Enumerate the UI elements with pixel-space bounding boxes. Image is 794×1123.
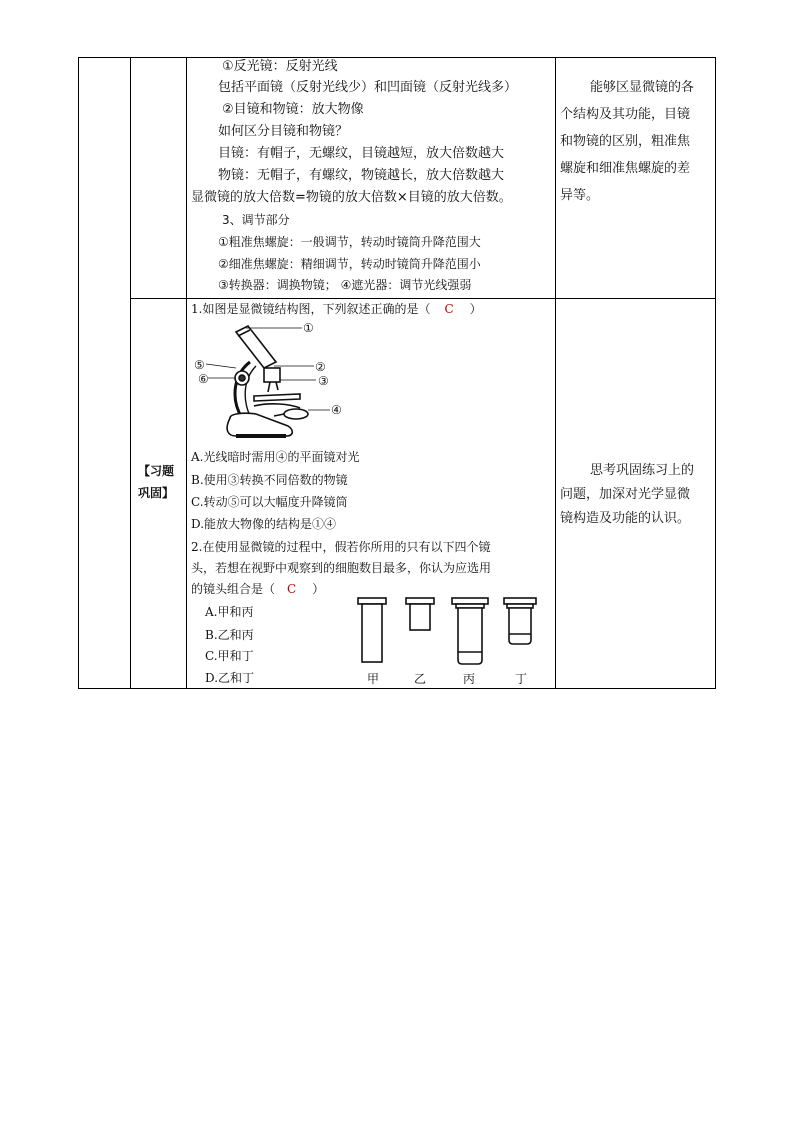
question-stem: 的镜头组合是（ C ） bbox=[191, 582, 325, 596]
figure-label: ④ bbox=[331, 403, 342, 417]
note-line: 问题，加深对光学显微 bbox=[560, 487, 691, 502]
option: C.转动⑤可以大幅度升降镜筒 bbox=[191, 495, 348, 509]
note-line: 异等。 bbox=[560, 188, 600, 203]
question-stem: 头，若想在视野中观察到的细胞数目最多，你认为应选用 bbox=[191, 561, 492, 575]
lens-label: 丙 bbox=[463, 672, 476, 686]
lens-bing bbox=[452, 598, 488, 664]
text-line: 3、调节部分 bbox=[222, 213, 290, 227]
lens-label: 甲 bbox=[367, 672, 380, 686]
lens-yi bbox=[406, 598, 434, 630]
option: A.光线暗时需用④的平面镜对光 bbox=[191, 450, 360, 464]
text-line: 显微镜的放大倍数=物镜的放大倍数×目镜的放大倍数。 bbox=[191, 190, 512, 205]
option: A.甲和丙 bbox=[205, 605, 254, 619]
lens-label: 乙 bbox=[414, 672, 427, 686]
answer: C bbox=[287, 582, 297, 596]
section-label-line: 巩固】 bbox=[138, 486, 175, 500]
note-line: 思考巩固练习上的 bbox=[590, 463, 695, 478]
row-divider bbox=[130, 298, 715, 299]
answer: C bbox=[444, 302, 454, 316]
option: B.乙和丙 bbox=[205, 628, 254, 642]
text-line: ①反光镜：反射光线 bbox=[222, 59, 338, 74]
text-line: 包括平面镜（反射光线少）和凹面镜（反射光线多） bbox=[218, 80, 518, 95]
note-line: 镜构造及功能的认识。 bbox=[560, 511, 691, 526]
option: D.乙和丁 bbox=[205, 671, 255, 685]
lens-figure bbox=[352, 594, 542, 670]
microscope-drawing bbox=[227, 326, 308, 436]
text-line: ②细准焦螺旋：精细调节，转动时镜筒升降范围小 bbox=[218, 257, 481, 271]
section-label-line: 【习题 bbox=[138, 464, 175, 478]
option: B.使用③转换不同倍数的物镜 bbox=[191, 473, 348, 487]
lens-jia bbox=[358, 598, 386, 662]
text-line: 目镜：有帽子，无螺纹，目镜越短，放大倍数越大 bbox=[218, 146, 505, 161]
column-divider bbox=[130, 58, 131, 688]
lens-label: 丁 bbox=[515, 672, 528, 686]
text-line: 如何区分目镜和物镜？ bbox=[218, 124, 349, 139]
text-line: ①粗准焦螺旋：一般调节，转动时镜筒升降范围大 bbox=[218, 235, 481, 249]
note-line: 个结构及其功能，目镜 bbox=[560, 107, 691, 122]
figure-label: ③ bbox=[318, 374, 329, 388]
text-line: 物镜：无帽子，有螺纹，物镜越长，放大倍数越大 bbox=[218, 168, 505, 183]
note-line: 能够区显微镜的各 bbox=[590, 80, 695, 95]
figure-label: ② bbox=[315, 360, 326, 374]
column-divider bbox=[186, 58, 187, 688]
figure-label: ⑥ bbox=[198, 372, 209, 386]
figure-label: ⑤ bbox=[194, 358, 205, 372]
text-line: ③转换器：调换物镜； ④遮光器：调节光线强弱 bbox=[218, 278, 472, 292]
column-divider bbox=[555, 58, 556, 688]
lens-ding bbox=[504, 598, 536, 644]
option: C.甲和丁 bbox=[205, 649, 254, 663]
text-line: ②目镜和物镜：放大物像 bbox=[222, 102, 364, 117]
note-line: 螺旋和细准焦螺旋的差 bbox=[560, 161, 691, 176]
question-stem: 2.在使用显微镜的过程中，假若你所用的只有以下四个镜 bbox=[191, 540, 491, 554]
option: D.能放大物像的结构是①④ bbox=[191, 517, 337, 531]
question-stem: 1.如图是显微镜结构图，下列叙述正确的是（ C ） bbox=[191, 302, 482, 316]
note-line: 和物镜的区别，粗准焦 bbox=[560, 134, 691, 149]
figure-label: ① bbox=[303, 321, 314, 335]
